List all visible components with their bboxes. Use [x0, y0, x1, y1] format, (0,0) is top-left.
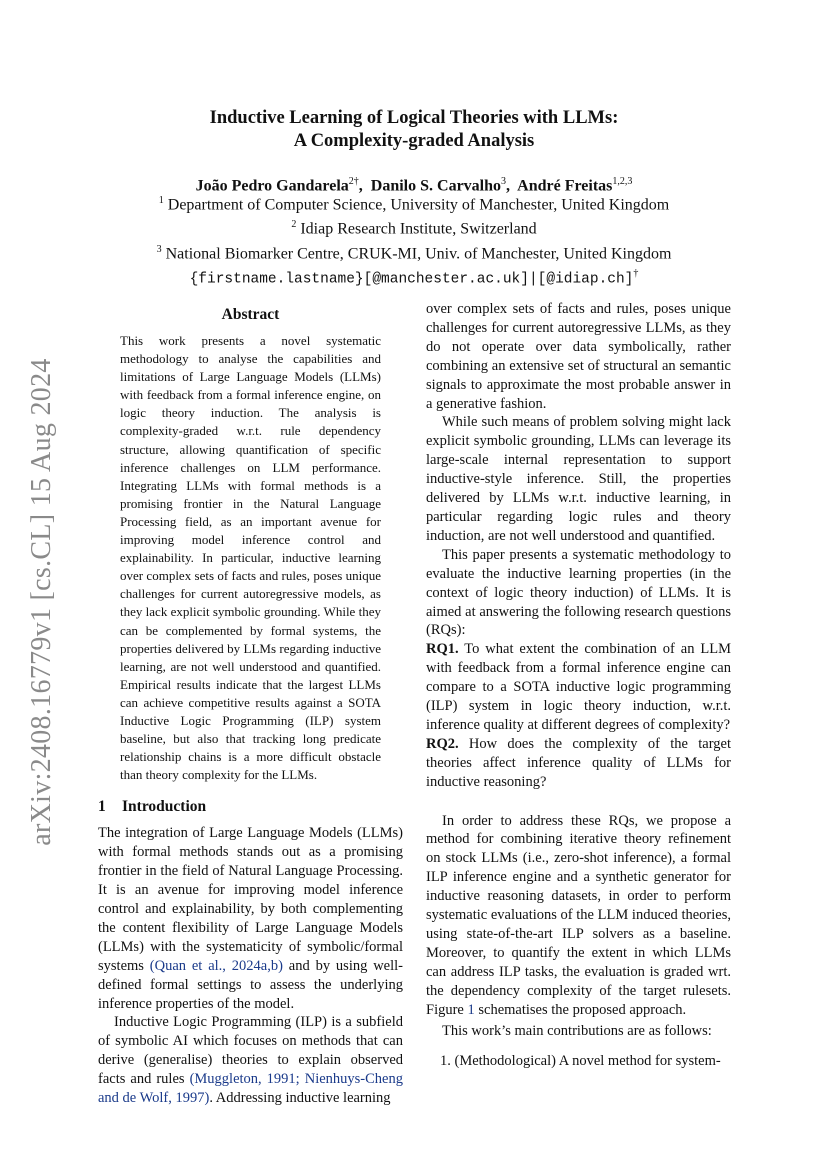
section-title: Introduction	[122, 798, 207, 816]
intro-paragraph: This work’s main contributions are as follows:	[442, 1022, 712, 1039]
intro-paragraph-1: The integration of Large Language Models (LLMs) with formal methods stands out as a promising frontier in the field of Natural Language Processing. It is an avenue for improving model inference control and explainability, by both complementing the content flexibility of Large Language Models (LLMs) with the systematicity of symbolic/formal systems (Quan et al., 2024a,b) and by using well-defined formal settings to assess the underlying inference properties of the model.	[98, 825, 404, 1012]
intro-paragraph-continued: over complex sets of facts and rules, poses unique challenges for current autoregressive LLMs, as they do not operate over data symbolically, rather combining an extensive set of structural an semantic signals to approximate the most probable answer in a generative fashion.	[426, 301, 731, 412]
contribution-list-item: 1. (Methodological) A novel method for system-	[440, 1053, 721, 1070]
arxiv-side-stamp: arXiv:2408.16779v1 [cs.CL] 15 Aug 2024	[26, 358, 57, 846]
spacer	[426, 792, 731, 812]
author-name: João Pedro Gandarela	[195, 177, 349, 195]
intro-paragraph: In order to address these RQs, we propose a method for combining iterative theory refinement on stock LLMs (i.e., zero-shot inference), a formal ILP inference engine and a synthetic generator for inductive reasoning datasets, in order to perform systematic evaluations of the LLM induced theories, using state-of-the-art ILP solvers as a baseline. Moreover, to quantify the extent in which LLMs can address ILP tasks, the evaluation is graded wrt. the dependency complexity of the target rulesets. Figure 1 schematises the proposed approach.	[426, 812, 731, 1018]
affiliations	[0, 191, 828, 289]
section-heading	[98, 798, 403, 816]
citation-link[interactable]: (Quan et al., 2024a,b)	[149, 957, 283, 974]
paper-title	[0, 107, 828, 153]
author-affil-mark: 3	[501, 176, 507, 187]
right-column	[426, 300, 731, 1071]
section-number: 1	[98, 798, 106, 816]
rq-label: RQ2.	[426, 735, 459, 752]
research-question-2: RQ2. How does the complexity of the target theories affect inference quality of LLMs for inductive reasoning?	[426, 735, 731, 790]
intro-paragraph: While such means of problem solving might lack explicit symbolic grounding, LLMs can leverage its large-scale internal representation to support inductive-style inference. Still, the properties delivered by LLMs w.r.t. inductive learning, in particular regarding logic rules and theory induction, are not well understood and quantified.	[426, 414, 731, 544]
affiliation-line: $^3$ National Biomarker Centre, CRUK-MI, Univ. of Manchester, United Kingdom	[156, 243, 672, 262]
title-line-1: Inductive Learning of Logical Theories with LLMs:	[209, 108, 619, 128]
title-line-2: A Complexity-graded Analysis	[293, 131, 535, 151]
affiliation-line: $^1$ Department of Computer Science, University of Manchester, United Kingdom	[158, 195, 670, 214]
abstract-text: This work presents a novel systematic methodology to analyse the capabilities and limitations of Large Language Models (LLMs) with feedback from a formal inference engine, on logic theory induction. The analysis is complexity-graded w.r.t. rule dependency structure, allowing quantification of specific inference challenges on LLM performance. Integrating LLMs with formal methods is a promising frontier in the Natural Language Processing field, as an important avenue for improving model inference control and explainability. In particular, inductive learning over complex sets of facts and rules, poses unique challenges for current autoregressive models, as they lack explicit symbolic grounding. While they can be complemented by formal systems, the properties delivered by LLMs regarding inductive learning, are not well understood and quantified. Empirical results indicate that the largest LLMs can achieve competitive results against a SOTA Inductive Logic Programming (ILP) system baseline, but also that tracking long predicate relationship chains is a more difficult obstacle than theory complexity for the LLMs.	[120, 333, 381, 783]
email-address: {firstname.lastname}[@manchester.ac.uk]|[@idiap.ch]	[189, 271, 634, 288]
research-question-1: RQ1. To what extent the combination of an LLM with feedback from a formal inference engine can compare to a SOTA inductive logic programming (ILP) system in logic theory induction, w.r.t. inference quality at different degrees of complexity?	[426, 641, 731, 733]
author-list: João Pedro Gandarela$^{2\dagger}$, Danilo S. Carvalho$^3$, André Freitas$^{1,2,3}$	[195, 176, 633, 195]
author-affil-mark: 2†	[348, 176, 359, 187]
intro-paragraph: This paper presents a systematic methodology to evaluate the inductive learning properties (in the context of logic theory induction) of LLMs. It is aimed at answering the following research questions (RQs):	[426, 546, 731, 639]
author-name: Danilo S. Carvalho	[370, 177, 502, 195]
figure-reference-link[interactable]: 1	[467, 1001, 475, 1018]
affiliation-line: $^2$ Idiap Research Institute, Switzerland	[291, 219, 537, 238]
rq-label: RQ1.	[426, 641, 459, 658]
intro-paragraph-2: Inductive Logic Programming (ILP) is a subfield of symbolic AI which focuses on methods that can derive (generalise) theories to explain observed facts and rules (Muggleton, 1991; Nienhuys-Cheng and de Wolf, 1997). Addressing inductive learning	[98, 1014, 403, 1107]
email-line: {firstname.lastname}[@manchester.ac.uk]|[@idiap.ch]†	[189, 267, 639, 288]
author-name: André Freitas	[517, 177, 613, 195]
author-affil-mark: 1,2,3	[612, 176, 633, 187]
citation-link[interactable]: (Muggleton, 1991; Nienhuys-Cheng and de Wolf, 1997)	[98, 1071, 403, 1107]
left-column	[98, 300, 403, 1108]
abstract-heading: Abstract	[221, 306, 280, 323]
